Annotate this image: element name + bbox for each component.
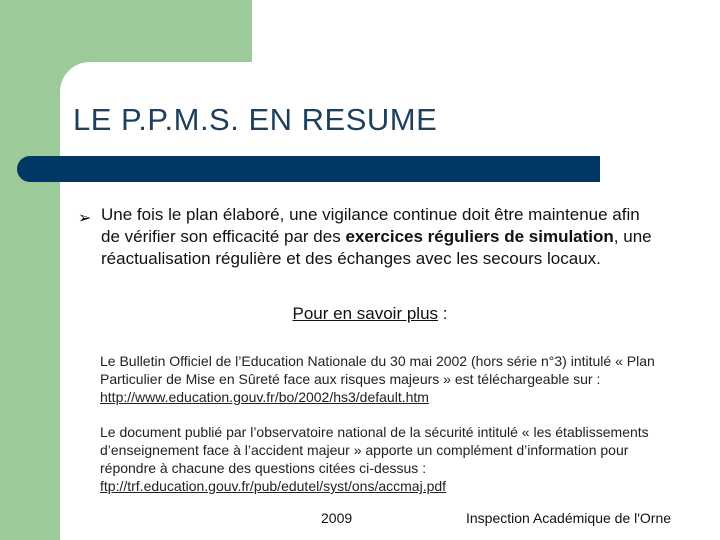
observatory-text: Le document publié par l’observatoire national de la sécurité intitulé « les établissements d’enseignement face à l’accident majeur » apporte un complément d’information pour répondre à chacune des questions citées ci-dessus :: [100, 424, 649, 476]
bulletin-link[interactable]: http://www.education.gouv.fr/bo/2002/hs3/default.htm: [100, 389, 429, 405]
bulletin-paragraph: [100, 352, 655, 406]
bulletin-text: Le Bulletin Officiel de l’Education Nationale du 30 mai 2002 (hors série n°3) intitulé « Plan Particulier de Mise en Sûreté face aux risques majeurs » est téléchargeable sur :: [100, 353, 655, 387]
observatory-link[interactable]: ftp://trf.education.gouv.fr/pub/edutel/syst/ons/accmaj.pdf: [100, 478, 447, 494]
bullet-bold-text: exercices réguliers de simulation: [345, 227, 614, 246]
arrow-bullet-icon: ➢: [78, 210, 92, 227]
bullet-text-end: , une réactualisation régulière et des échanges avec les secours locaux.: [101, 227, 652, 268]
more-info-line: [0, 304, 720, 324]
more-info-colon: :: [438, 304, 448, 323]
more-info-link[interactable]: Pour en savoir plus: [292, 304, 439, 323]
footer-organization: Inspection Académique de l'Orne: [466, 510, 672, 526]
footer-year: 2009: [321, 510, 353, 526]
bullet-text-start: Une fois le plan élaboré, une vigilance continue doit être maintenue afin de vérifier son efficacité par des: [101, 205, 640, 246]
observatory-paragraph: [100, 423, 655, 495]
slide-title: LE P.P.M.S. EN RESUME: [73, 102, 438, 137]
title-underline-bar: [17, 156, 600, 182]
bullet-paragraph: [101, 204, 661, 270]
